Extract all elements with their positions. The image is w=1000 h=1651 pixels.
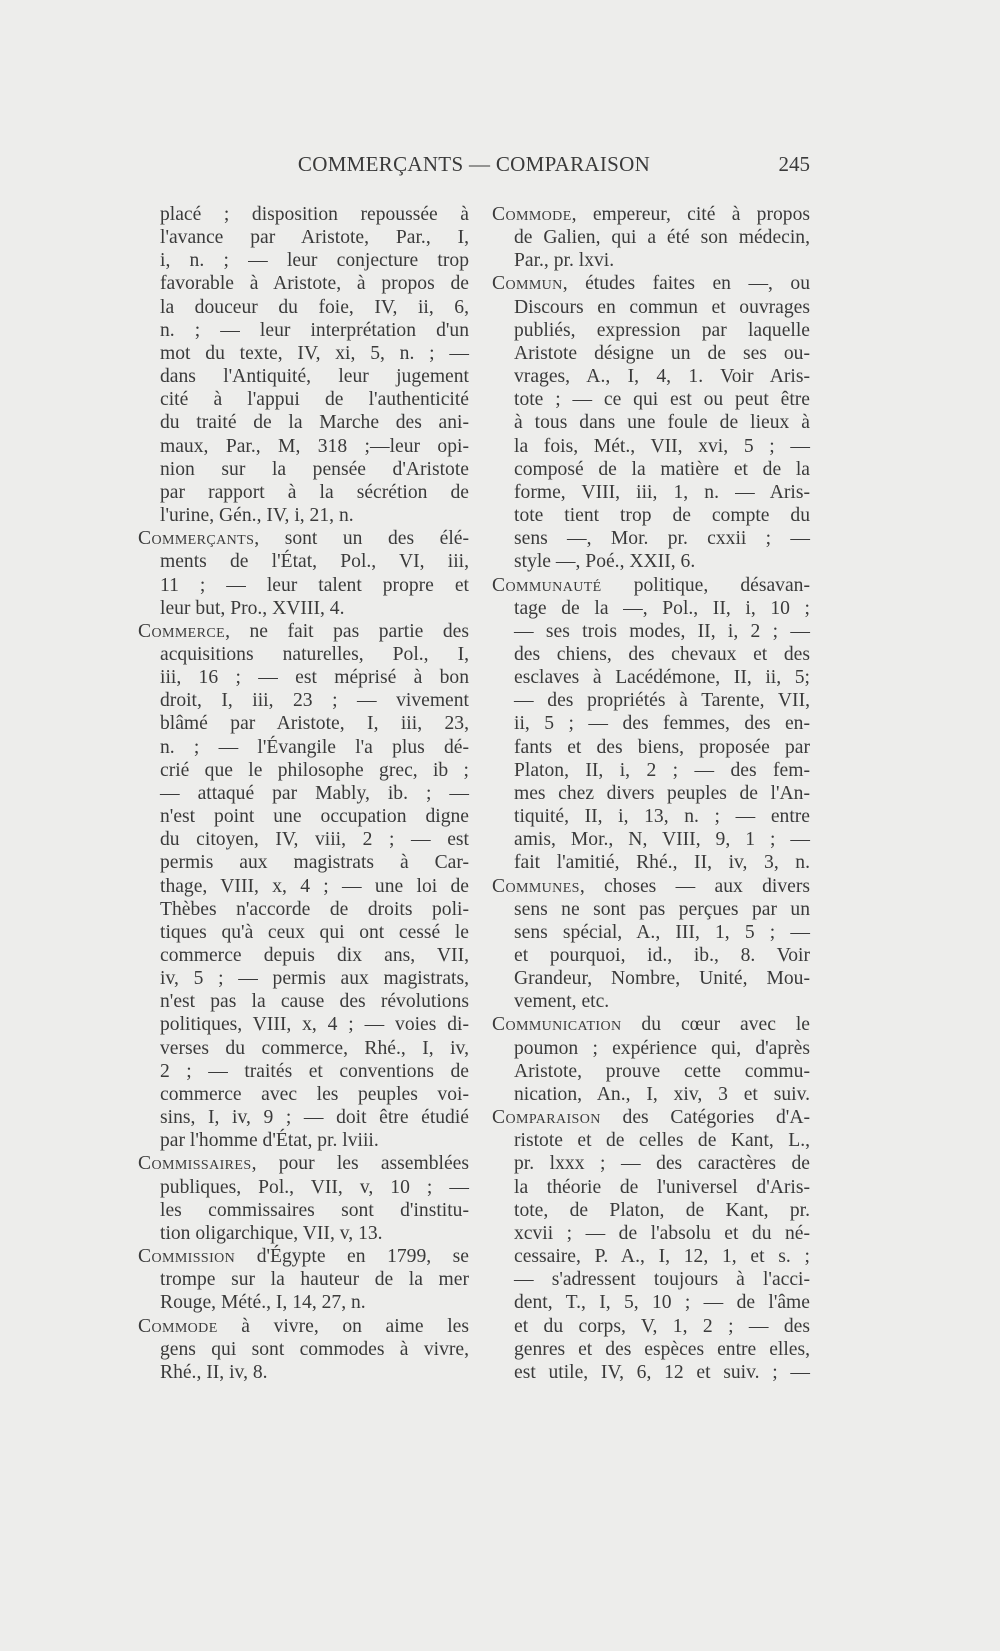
- text-line: [138, 504, 469, 527]
- text-line: [492, 1129, 810, 1152]
- line-text: fants et des biens, proposée par: [514, 736, 810, 758]
- running-title: COMMERÇANTS — COMPARAISON: [297, 152, 651, 176]
- text-line: [138, 666, 469, 689]
- line-text: l'urine, Gén., IV, i, 21, n.: [160, 505, 354, 527]
- text-line: [138, 1199, 469, 1222]
- text-line: [492, 388, 810, 411]
- text-line: [138, 1083, 469, 1106]
- line-text: tiques qu'à ceux qui ont cessé le: [160, 921, 469, 943]
- index-entry-heading-line: [138, 620, 469, 643]
- text-line: [492, 1176, 810, 1199]
- line-text: , ne fait pas partie des: [225, 620, 469, 642]
- line-text: amis, Mor., N, VIII, 9, 1 ; —: [514, 829, 810, 851]
- text-line: [492, 365, 810, 388]
- line-text: , études faites en —, ou: [562, 273, 810, 295]
- line-text: thage, VIII, x, 4 ; — une loi de: [160, 875, 469, 897]
- text-line: [492, 759, 810, 782]
- line-text: xcvii ; — de l'absolu et du né-: [514, 1222, 810, 1244]
- text-line: [492, 828, 810, 851]
- text-line: [138, 1338, 469, 1361]
- line-text: dans l'Antiquité, leur jugement: [160, 366, 469, 388]
- line-text: politiques, VIII, x, 4 ; — voies di-: [160, 1014, 469, 1036]
- line-text: nion sur la pensée d'Aristote: [160, 458, 469, 480]
- text-line: [492, 620, 810, 643]
- text-line: [138, 203, 469, 226]
- line-text: n. ; — leur interprétation d'un: [160, 319, 469, 341]
- text-line: [492, 1083, 810, 1106]
- line-text: , choses — aux divers: [579, 875, 810, 897]
- line-text: forme, VIII, iii, 1, n. — Aris-: [514, 481, 810, 503]
- line-text: à vivre, on aime les: [217, 1315, 469, 1337]
- text-line: [492, 689, 810, 712]
- line-text: mot du texte, IV, xi, 5, n. ; —: [160, 342, 469, 364]
- line-text: des Catégories d'A-: [600, 1107, 810, 1129]
- entry-headword: Commission: [138, 1246, 236, 1268]
- line-text: ments de l'État, Pol., VI, iii,: [160, 551, 469, 573]
- page-number: 245: [778, 152, 810, 176]
- line-text: placé ; disposition repoussée à: [160, 204, 469, 225]
- text-line: [138, 458, 469, 481]
- text-line: [138, 759, 469, 782]
- line-text: iii, 16 ; — est méprisé à bon: [160, 667, 469, 689]
- line-text: Rhé., II, iv, 8.: [160, 1361, 268, 1383]
- line-text: vrages, A., I, 4, 1. Voir Aris-: [514, 366, 810, 388]
- text-line: [138, 1268, 469, 1291]
- line-text: la fois, Mét., VII, xvi, 5 ; —: [514, 435, 810, 457]
- text-line: [492, 1152, 810, 1175]
- line-text: des chiens, des chevaux et des: [514, 643, 810, 665]
- line-text: ii, 5 ; — des femmes, des en-: [514, 713, 810, 735]
- line-text: nication, An., I, xiv, 3 et suiv.: [514, 1083, 810, 1105]
- line-text: politique, désavan-: [601, 574, 810, 596]
- line-text: , pour les assemblées: [251, 1153, 469, 1175]
- text-line: [492, 1222, 810, 1245]
- text-line: [138, 1361, 469, 1384]
- text-line: [138, 481, 469, 504]
- index-entry-heading-line: [492, 272, 810, 295]
- text-line: [492, 1315, 810, 1338]
- line-text: favorable à Aristote, à propos de: [160, 273, 469, 295]
- text-line: [138, 319, 469, 342]
- line-text: à tous dans une foule de lieux à: [514, 412, 810, 434]
- line-text: tiquité, II, i, 13, n. ; — entre: [514, 806, 810, 828]
- index-entry-heading-line: [138, 1315, 469, 1338]
- entry-headword: Commerce: [138, 620, 226, 642]
- text-line: [492, 898, 810, 921]
- text-line: [138, 411, 469, 434]
- text-line: [138, 851, 469, 874]
- text-line: [138, 296, 469, 319]
- line-text: par rapport à la sécrétion de: [160, 481, 469, 503]
- text-line: [138, 1291, 469, 1314]
- line-text: Rouge, Mété., I, 14, 27, n.: [160, 1292, 366, 1314]
- text-line: [138, 875, 469, 898]
- text-line: [138, 435, 469, 458]
- line-text: — s'adressent toujours à l'acci-: [514, 1269, 810, 1291]
- line-text: du citoyen, IV, viii, 2 ; — est: [160, 829, 469, 851]
- text-line: [492, 921, 810, 944]
- text-line: [492, 550, 810, 573]
- line-text: Grandeur, Nombre, Unité, Mou-: [514, 968, 810, 990]
- entry-headword: Commode: [138, 1315, 218, 1337]
- line-text: tion oligarchique, VII, v, 13.: [160, 1222, 383, 1244]
- line-text: iv, 5 ; — permis aux magistrats,: [160, 968, 469, 990]
- line-text: de Galien, qui a été son médecin,: [514, 227, 810, 249]
- line-text: cité à l'appui de l'authenticité: [160, 389, 469, 411]
- text-line: [138, 736, 469, 759]
- text-line: [138, 921, 469, 944]
- line-text: sens ne sont pas perçues par un: [514, 898, 810, 920]
- line-text: maux, Par., M, 318 ;—leur opi-: [160, 435, 469, 457]
- line-text: 11 ; — leur talent propre et: [160, 574, 469, 596]
- line-text: blâmé par Aristote, I, iii, 23,: [160, 713, 469, 735]
- line-text: crié que le philosophe grec, ib ;: [160, 759, 469, 781]
- entry-headword: Commissaires: [138, 1153, 252, 1175]
- text-line: [492, 990, 810, 1013]
- text-line: [492, 1060, 810, 1083]
- text-line: [492, 712, 810, 735]
- left-column: [138, 203, 469, 1384]
- line-text: — attaqué par Mably, ib. ; —: [160, 782, 469, 804]
- line-text: mes chez divers peuples de l'An-: [514, 782, 810, 804]
- line-text: , empereur, cité à propos: [571, 204, 810, 225]
- index-entry-heading-line: [138, 1152, 469, 1175]
- text-line: [492, 481, 810, 504]
- line-text: ristote et de celles de Kant, L.,: [514, 1130, 810, 1152]
- text-line: [138, 1037, 469, 1060]
- line-text: esclaves à Lacédémone, II, ii, 5;: [514, 667, 810, 689]
- line-text: n'est pas la cause des révolutions: [160, 991, 469, 1013]
- text-line: [492, 643, 810, 666]
- line-text: est utile, IV, 6, 12 et suiv. ; —: [514, 1361, 810, 1383]
- line-text: par l'homme d'État, pr. lviii.: [160, 1130, 379, 1152]
- line-text: d'Égypte en 1799, se: [235, 1246, 469, 1268]
- text-line: [492, 342, 810, 365]
- text-line: [492, 805, 810, 828]
- text-line: [138, 1222, 469, 1245]
- line-text: commerce depuis dix ans, VII,: [160, 945, 469, 966]
- line-text: et du corps, V, 1, 2 ; — des: [514, 1315, 810, 1337]
- line-text: 2 ; — traités et conventions de: [160, 1060, 469, 1082]
- text-line: [138, 828, 469, 851]
- text-line: [492, 435, 810, 458]
- line-text: commerce avec les peuples voi-: [160, 1083, 469, 1105]
- line-text: poumon ; expérience qui, d'après: [514, 1037, 810, 1059]
- text-line: [138, 1106, 469, 1129]
- line-text: Aristote désigne un de ses ou-: [514, 342, 810, 364]
- line-text: vement, etc.: [514, 991, 610, 1013]
- text-line: [138, 712, 469, 735]
- index-entry-heading-line: [138, 1245, 469, 1268]
- text-line: [138, 1013, 469, 1036]
- running-header: [138, 152, 810, 186]
- text-line: [138, 226, 469, 249]
- line-text: pr. lxxx ; — des caractères de: [514, 1153, 810, 1175]
- text-line: [492, 1268, 810, 1291]
- line-text: composé de la matière et de la: [514, 458, 810, 480]
- line-text: et pourquoi, id., ib., 8. Voir: [514, 945, 810, 966]
- entry-headword: Communication: [492, 1014, 622, 1036]
- line-text: style —, Poé., XXII, 6.: [514, 551, 696, 573]
- line-text: i, n. ; — leur conjecture trop: [160, 250, 469, 272]
- text-line: [492, 319, 810, 342]
- line-text: leur but, Pro., XVIII, 4.: [160, 597, 345, 619]
- entry-headword: Comparaison: [492, 1107, 601, 1129]
- text-line: [138, 898, 469, 921]
- text-line: [138, 944, 469, 967]
- line-text: Platon, II, i, 2 ; — des fem-: [514, 759, 810, 781]
- line-text: sens spécial, A., III, 1, 5 ; —: [514, 921, 810, 943]
- line-text: publiques, Pol., VII, v, 10 ; —: [160, 1176, 469, 1198]
- line-text: genres et des espèces entre elles,: [514, 1338, 810, 1360]
- entry-headword: Communes: [492, 875, 580, 897]
- line-text: trompe sur la hauteur de la mer: [160, 1269, 469, 1291]
- text-line: [138, 1060, 469, 1083]
- line-text: permis aux magistrats à Car-: [160, 852, 469, 874]
- text-line: [492, 527, 810, 550]
- text-line: [492, 226, 810, 249]
- entry-headword: Commun: [492, 273, 563, 295]
- line-text: Thèbes n'accorde de droits poli-: [160, 898, 469, 920]
- text-line: [492, 1037, 810, 1060]
- line-text: tote ; — ce qui est ou peut être: [514, 389, 810, 411]
- text-line: [492, 967, 810, 990]
- line-text: gens qui sont commodes à vivre,: [160, 1338, 469, 1360]
- line-text: Discours en commun et ouvrages: [514, 296, 810, 318]
- text-line: [138, 272, 469, 295]
- line-text: verses du commerce, Rhé., I, iv,: [160, 1037, 469, 1059]
- text-line: [138, 597, 469, 620]
- line-text: , sont un des élé-: [254, 528, 469, 550]
- line-text: n. ; — l'Évangile l'a plus dé-: [160, 736, 469, 758]
- index-entry-heading-line: [492, 574, 810, 597]
- text-line: [492, 411, 810, 434]
- entry-headword: Commode: [492, 204, 572, 225]
- text-line: [492, 782, 810, 805]
- line-text: publiés, expression par laquelle: [514, 319, 810, 341]
- text-line: [492, 597, 810, 620]
- index-entry-heading-line: [492, 1013, 810, 1036]
- line-text: — des propriétés à Tarente, VII,: [514, 690, 810, 712]
- entry-headword: Commerçants: [138, 528, 255, 550]
- index-entry-heading-line: [492, 1106, 810, 1129]
- line-text: les commissaires sont d'institu-: [160, 1199, 469, 1221]
- text-line: [492, 296, 810, 319]
- text-line: [138, 574, 469, 597]
- text-line: [492, 504, 810, 527]
- text-line: [138, 689, 469, 712]
- line-text: sins, I, iv, 9 ; — doit être étudié: [160, 1107, 469, 1129]
- line-text: du traité de la Marche des ani-: [160, 412, 469, 434]
- line-text: tote tient trop de compte du: [514, 505, 810, 527]
- text-line: [492, 944, 810, 967]
- line-text: la théorie de l'universel d'Aris-: [514, 1176, 810, 1198]
- line-text: du cœur avec le: [621, 1014, 810, 1036]
- text-line: [138, 1129, 469, 1152]
- index-entry-heading-line: [138, 527, 469, 550]
- text-line: [492, 1361, 810, 1384]
- text-line: [492, 666, 810, 689]
- text-line: [138, 782, 469, 805]
- index-entry-heading-line: [492, 875, 810, 898]
- text-line: [492, 851, 810, 874]
- line-text: — ses trois modes, II, i, 2 ; —: [514, 620, 810, 642]
- text-line: [492, 458, 810, 481]
- text-line: [492, 1338, 810, 1361]
- line-text: fait l'amitié, Rhé., II, iv, 3, n.: [514, 852, 810, 874]
- text-line: [138, 967, 469, 990]
- text-line: [138, 388, 469, 411]
- text-line: [138, 550, 469, 573]
- line-text: sens —, Mor. pr. cxxii ; —: [514, 528, 810, 550]
- line-text: n'est point une occupation digne: [160, 806, 469, 828]
- text-line: [492, 249, 810, 272]
- right-column: [492, 203, 810, 1384]
- text-line: [138, 1176, 469, 1199]
- line-text: la douceur du foie, IV, ii, 6,: [160, 296, 469, 318]
- text-line: [138, 365, 469, 388]
- line-text: l'avance par Aristote, Par., I,: [160, 227, 469, 249]
- text-line: [492, 1245, 810, 1268]
- text-line: [492, 1199, 810, 1222]
- entry-headword: Communauté: [492, 574, 602, 596]
- text-line: [492, 1291, 810, 1314]
- text-line: [138, 990, 469, 1013]
- line-text: tote, de Platon, de Kant, pr.: [514, 1199, 810, 1221]
- text-line: [492, 736, 810, 759]
- line-text: acquisitions naturelles, Pol., I,: [160, 643, 469, 665]
- line-text: Aristote, prouve cette commu-: [514, 1060, 810, 1082]
- text-line: [138, 342, 469, 365]
- line-text: dent, T., I, 5, 10 ; — de l'âme: [514, 1292, 810, 1314]
- text-line: [138, 805, 469, 828]
- index-entry-heading-line: [492, 203, 810, 226]
- line-text: droit, I, iii, 23 ; — vivement: [160, 690, 469, 712]
- text-line: [138, 249, 469, 272]
- line-text: tage de la —, Pol., II, i, 10 ;: [514, 597, 810, 619]
- line-text: cessaire, P. A., I, 12, 1, et s. ;: [514, 1246, 810, 1268]
- line-text: Par., pr. lxvi.: [514, 250, 615, 272]
- text-line: [138, 643, 469, 666]
